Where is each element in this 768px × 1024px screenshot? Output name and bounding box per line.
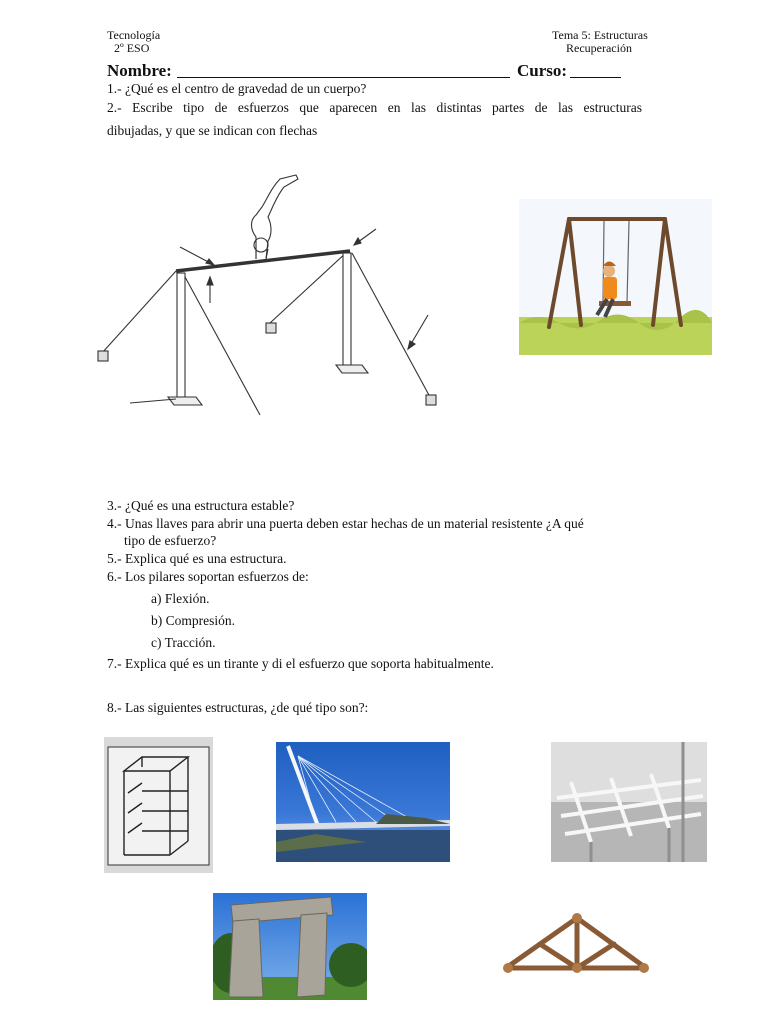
question-2-line-2: dibujadas, y que se indican con flechas	[107, 123, 318, 138]
roof-truss-figure	[500, 892, 652, 981]
question-3: 3.- ¿Qué es una estructura estable?	[107, 498, 295, 513]
name-label: Nombre:	[107, 61, 172, 80]
swing-figure	[519, 199, 712, 355]
metal-frame-figure	[551, 742, 707, 862]
question-6-option-c: c) Tracción.	[151, 635, 216, 650]
course-blank-line	[570, 77, 621, 78]
question-6: 6.- Los pilares soportan esfuerzos de:	[107, 569, 309, 584]
grade-label: 2º ESO	[114, 41, 150, 55]
question-4-line-2: tipo de esfuerzo?	[124, 533, 217, 548]
question-5: 5.- Explica qué es una estructura.	[107, 551, 287, 566]
question-8: 8.- Las siguientes estructuras, ¿de qué tipo son?:	[107, 700, 369, 715]
question-2-line-1: 2.- Escribe tipo de esfuerzos que aparecen en las distintas partes de las estructuras	[107, 100, 642, 115]
course-label: Curso:	[517, 61, 568, 80]
question-1: 1.- ¿Qué es el centro de gravedad de un cuerpo?	[107, 81, 367, 96]
question-6-option-a: a) Flexión.	[151, 591, 210, 606]
exam-type-label: Recuperación	[566, 41, 632, 55]
bridge-figure	[276, 742, 450, 862]
question-6-option-b: b) Compresión.	[151, 613, 235, 628]
question-7: 7.- Explica qué es un tirante y di el esfuerzo que soporta habitualmente.	[107, 656, 494, 671]
question-4-line-1: 4.- Unas llaves para abrir una puerta deben estar hechas de un material resistente ¿A qué	[107, 516, 584, 531]
gymnast-bar-figure	[90, 165, 462, 420]
topic-label: Tema 5: Estructuras	[552, 28, 648, 42]
name-blank-line	[177, 77, 510, 78]
bookshelf-figure	[104, 737, 213, 873]
stone-arch-figure	[213, 893, 367, 1000]
subject-label: Tecnología	[107, 28, 161, 42]
